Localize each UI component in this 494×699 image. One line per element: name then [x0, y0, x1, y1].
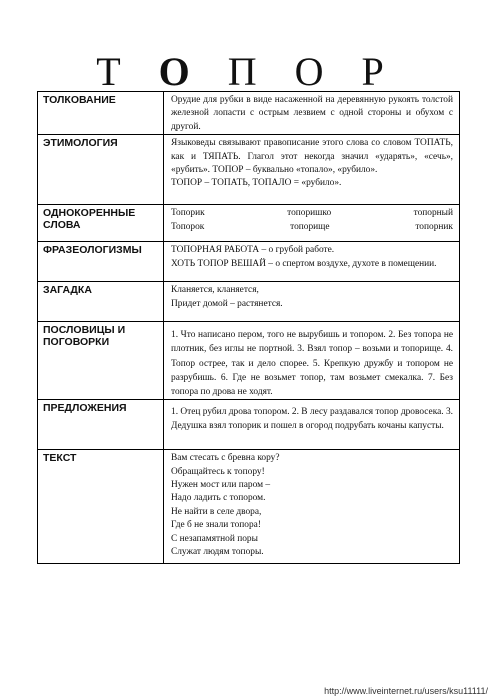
poem-line: Вам стесать с бревна кору?	[171, 453, 280, 464]
label-tolkovanie: ТОЛКОВАНИЕ	[38, 92, 164, 135]
phraseologism-2: ХОТЬ ТОПОР ВЕШАЙ – о спертом воздухе, духоте в помещении.	[171, 258, 437, 269]
poem-line: Нужен мост или паром –	[171, 480, 271, 491]
watermark-url: http://www.liveinternet.ru/users/ksu11111/	[324, 686, 488, 696]
related-words-line	[171, 221, 453, 234]
poem-line: Обращайтесь к топору!	[171, 466, 265, 477]
related-word: топорник	[415, 221, 453, 232]
poem-line: Где б не знали топора!	[171, 520, 261, 531]
row-frazeologizmy	[38, 242, 460, 282]
value-frazeologizmy	[164, 242, 460, 282]
poem-line: Служат людям топоры.	[171, 547, 264, 558]
label-zagadka: ЗАГАДКА	[38, 282, 164, 322]
etimologiya-text: Языковеды связывают правописание этого слова со словом ТОПАТЬ, как и ТЯПАТЬ. Глагол этот некогда значил «ударять», «сечь», «рубить». ТОПОР – буквально «топало», «рубило».	[171, 138, 453, 176]
page-title	[0, 50, 494, 94]
label-frazeologizmy: ФРАЗЕОЛОГИЗМЫ	[38, 242, 164, 282]
label-odnokorennye: ОДНОКОРЕННЫЕ СЛОВА	[38, 205, 164, 242]
title-letter: Т	[96, 49, 135, 94]
row-odnokorennye	[38, 205, 460, 242]
value-odnokorennye	[164, 205, 460, 242]
value-tolkovanie: Орудие для рубки в виде насаженной на деревянную рукоять толстой железной лопасти с острым лезвием с одной стороны и обухом с другой.	[164, 92, 460, 135]
poem-line: С незапамятной поры	[171, 533, 258, 544]
poem-line: Надо ладить с топором.	[171, 493, 266, 504]
poem-line: Не найти в селе двора,	[171, 506, 262, 517]
riddle-line: Придет домой – растянется.	[171, 298, 283, 309]
value-zagadka	[164, 282, 460, 322]
riddle-line: Кланяется, кланяется,	[171, 285, 259, 296]
related-word: топоришко	[287, 208, 332, 219]
phraseologism-1: ТОПОРНАЯ РАБОТА – о грубой работе.	[171, 245, 335, 256]
row-tolkovanie	[38, 92, 460, 135]
title-letter: Р	[361, 49, 398, 94]
row-poslovitsy	[38, 322, 460, 400]
value-etimologiya	[164, 135, 460, 205]
related-word: Топорок	[171, 221, 205, 232]
related-word: топорный	[413, 208, 453, 219]
title-letter: П	[227, 49, 271, 94]
related-words-line	[171, 207, 453, 220]
etimologiya-formula: ТОПОР – ТОПАТЬ, ТОПАЛО = «рубило».	[171, 178, 342, 189]
label-etimologiya: ЭТИМОЛОГИЯ	[38, 135, 164, 205]
value-tekst	[164, 450, 460, 564]
word-card-table	[37, 91, 460, 564]
title-letter: О	[294, 49, 338, 94]
row-predlozheniya	[38, 400, 460, 450]
row-etimologiya	[38, 135, 460, 205]
label-poslovitsy: ПОСЛОВИЦЫ И ПОГОВОРКИ	[38, 322, 164, 400]
row-zagadka	[38, 282, 460, 322]
related-word: Топорик	[171, 208, 205, 219]
row-tekst	[38, 450, 460, 564]
title-letter-bold: О	[158, 49, 204, 94]
value-poslovitsy: 1. Что написано пером, того не вырубишь и топором. 2. Без топора не плотник, без иглы не портной. 3. Взял топор – возьми и топорище. 4. Топор острее, так и дело спорее. 5. Крепкую дружбу и топором не разрубишь. 6. Где не возьмет топор, там возьмет смекалка. 7. Без топора по дрова не ходят.	[164, 322, 460, 400]
label-predlozheniya: ПРЕДЛОЖЕНИЯ	[38, 400, 164, 450]
value-predlozheniya: 1. Отец рубил дрова топором. 2. В лесу раздавался топор дровосека. 3. Дедушка взял топорик и пошел в огород подрубать кочаны капусты.	[164, 400, 460, 450]
label-tekst: ТЕКСТ	[38, 450, 164, 564]
related-word: топорище	[290, 221, 330, 232]
